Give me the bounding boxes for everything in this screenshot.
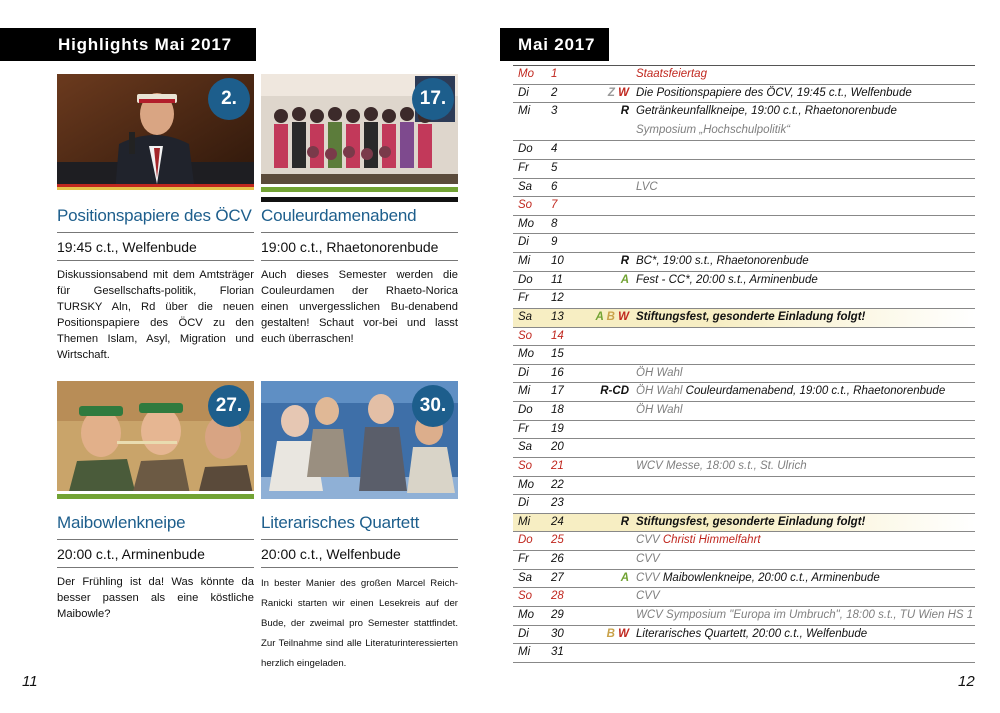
day-number: 15 [551, 348, 564, 361]
event-time: 20:00 c.t., Arminenbude [57, 539, 254, 568]
day-badge: 2. [208, 78, 250, 120]
event-entry [636, 404, 682, 416]
event-text: Die Positionspapiere des ÖCV, 19:45 c.t., Welfenbude [636, 86, 912, 99]
event-entry [636, 68, 707, 80]
weekday-label: Mo [518, 478, 534, 491]
event-entry [636, 590, 660, 602]
day-number: 20 [551, 441, 564, 454]
weekday-label: Fr [518, 553, 529, 565]
event-text: Stiftungsfest, gesonderte Einladung folgt! [636, 515, 866, 528]
event-text: BC*, 19:00 s.t., Rhaetonorenbude [636, 255, 809, 267]
event-text: ÖH Wahl [636, 366, 683, 379]
event-entry [636, 572, 880, 584]
calendar-row [513, 588, 975, 607]
event-photo-tv-studio [261, 381, 458, 499]
day-number: 2 [551, 86, 558, 99]
day-number: 31 [551, 646, 564, 659]
calendar-row [513, 607, 975, 626]
event-time: 20:00 c.t., Welfenbude [261, 539, 458, 568]
day-number: 25 [551, 534, 564, 547]
calendar-header-band [500, 28, 609, 61]
weekday-label: Mi [518, 515, 531, 528]
event-text: Literarisches Quartett, 20:00 c.t., Welfenbude [636, 627, 868, 640]
day-number: 8 [551, 217, 558, 230]
day-number: 27 [551, 571, 564, 584]
day-number: 28 [551, 590, 564, 603]
day-number: 9 [551, 236, 558, 249]
calendar-header: Mai 2017 [518, 35, 596, 54]
weekday-label: So [518, 199, 533, 212]
day-number: 23 [551, 497, 564, 510]
event-text: Staatsfeiertag [636, 68, 707, 80]
calendar-row [513, 532, 975, 551]
day-number: 4 [551, 143, 558, 156]
calendar-row [513, 328, 975, 347]
event-entry [636, 87, 912, 99]
weekday-label: Di [518, 627, 529, 640]
weekday-label: Mo [518, 348, 534, 361]
event-card-couleurdamenabend [261, 74, 458, 347]
weekday-label: Mo [518, 217, 534, 230]
weekday-label: Fr [518, 292, 529, 305]
day-number: 12 [551, 292, 564, 305]
day-number: 6 [551, 180, 558, 193]
fraternity-tags [575, 516, 629, 528]
calendar-row [513, 570, 975, 589]
weekday-label: Mo [518, 68, 534, 80]
weekday-label: Mi [518, 255, 531, 267]
weekday-label: Mi [518, 646, 531, 659]
color-stripe-white [57, 190, 254, 192]
event-description: Der Frühling ist da! Was könnte da besser passen als eine köstliche Maibowle? [57, 576, 254, 620]
day-badge: 27. [208, 385, 250, 427]
fraternity-tags [575, 274, 629, 286]
calendar-row [513, 272, 975, 291]
weekday-label: Fr [518, 422, 529, 435]
calendar-row [513, 383, 975, 402]
fraternity-tag: R-CD [600, 385, 629, 398]
event-card-maibowlenkneipe [57, 381, 254, 622]
event-text: CVV [636, 590, 660, 603]
fraternity-tag: W [618, 310, 629, 323]
event-description: Diskussionsabend mit dem Amtsträger für Gesellschafts-politik, Florian TURSKY Aln, Rd über die neuen Positionspapiere des ÖCV zu den Themen Islam, Asyl, Migration und Wirtschaft. [57, 269, 254, 361]
weekday-label: So [518, 329, 533, 342]
event-text: Symposium „Hochschulpolitik“ [636, 124, 791, 137]
event-photo-speaker [57, 74, 254, 192]
weekday-label: Di [518, 236, 529, 249]
calendar-row [513, 103, 975, 141]
event-entry [636, 274, 818, 286]
day-number: 3 [551, 105, 558, 118]
event-text: Stiftungsfest, gesonderte Einladung folgt! [636, 310, 866, 323]
calendar-row [513, 402, 975, 421]
day-number: 29 [551, 608, 564, 621]
event-text: CVV [636, 534, 663, 547]
page-number-right: 12 [958, 673, 975, 690]
day-number: 22 [551, 478, 564, 491]
event-photo-group [261, 74, 458, 192]
event-text: Fest - CC*, 20:00 s.t., Arminenbude [636, 273, 818, 286]
fraternity-tag: B [606, 310, 615, 323]
weekday-label: Fr [518, 161, 529, 174]
calendar-row [513, 290, 975, 309]
weekday-label: Sa [518, 180, 533, 193]
weekday-label: Mi [518, 105, 531, 118]
event-text: Getränkeunfallkneipe, 19:00 c.t., Rhaetonorenbude [636, 105, 897, 118]
event-entry [636, 534, 761, 546]
calendar-row [513, 85, 975, 104]
day-number: 26 [551, 553, 564, 565]
event-time: 19:45 c.t., Welfenbude [57, 232, 254, 261]
event-text: CVV [636, 571, 663, 584]
weekday-label: Do [518, 404, 533, 416]
weekday-label: Do [518, 534, 533, 547]
highlights-header-band [0, 28, 256, 61]
calendar-row [513, 421, 975, 440]
event-time: 19:00 c.t., Rhaetonorenbude [261, 232, 458, 261]
calendar-row [513, 626, 975, 645]
fraternity-tag: A [620, 571, 629, 584]
day-number: 30 [551, 627, 564, 640]
calendar-table [513, 65, 975, 663]
event-entry [636, 385, 945, 397]
calendar-row [513, 160, 975, 179]
day-number: 16 [551, 366, 564, 379]
fraternity-tag: B [606, 627, 615, 640]
fraternity-tags [575, 385, 629, 397]
fraternity-tags [575, 311, 629, 323]
event-text: Christi Himmelfahrt [662, 534, 761, 547]
day-badge: 30. [412, 385, 454, 427]
day-number: 17 [551, 385, 564, 398]
day-number: 7 [551, 199, 558, 212]
fraternity-tag: A [595, 310, 604, 323]
event-title: Maibowlenkneipe [57, 513, 186, 532]
event-text: WCV Symposium "Europa im Umbruch", 18:00 s.t., TU Wien HS 1 [636, 608, 974, 621]
day-badge: 17. [412, 78, 454, 120]
event-entry-second-line [636, 124, 790, 136]
fraternity-tags [575, 572, 629, 584]
day-number: 1 [551, 68, 558, 80]
weekday-label: Do [518, 273, 533, 286]
day-number: 10 [551, 255, 564, 267]
weekday-label: Sa [518, 441, 533, 454]
event-entry [636, 460, 807, 472]
calendar-row [513, 234, 975, 253]
event-entry [636, 181, 658, 193]
event-card-literarisches-quartett [261, 381, 458, 674]
day-number: 11 [551, 273, 563, 286]
calendar-row [513, 179, 975, 198]
event-entry [636, 609, 973, 621]
event-description: Auch dieses Semester werden die Couleurdamen der Rhaeto-Norica einen unvergesslichen Bu-denabend gestalten! Schaut vor-bei und lasst euch überraschen! [261, 269, 458, 345]
event-text: LVC [636, 180, 658, 193]
weekday-label: Do [518, 143, 533, 156]
page-number-left: 11 [22, 673, 38, 690]
weekday-label: Di [518, 366, 529, 379]
event-entry [636, 311, 865, 323]
event-text: Maibowlenkneipe, 20:00 c.t., Arminenbude [662, 571, 880, 584]
fraternity-tag: R [620, 255, 629, 267]
fraternity-tags [575, 255, 629, 267]
weekday-label: Di [518, 497, 529, 510]
event-text: ÖH Wahl [636, 385, 686, 398]
fraternity-tag: W [618, 627, 629, 640]
calendar-row [513, 495, 975, 514]
event-text: CVV [636, 553, 660, 565]
day-number: 14 [551, 329, 564, 342]
calendar-row [513, 365, 975, 384]
calendar-row [513, 197, 975, 216]
calendar-row [513, 216, 975, 235]
fraternity-tag: Z [607, 86, 615, 99]
weekday-label: So [518, 590, 533, 603]
fraternity-tag: A [620, 273, 629, 286]
event-title: Literarisches Quartett [261, 513, 420, 532]
calendar-row [513, 458, 975, 477]
color-stripe-black [261, 197, 458, 202]
event-text: Couleurdamenabend, 19:00 c.t., Rhaetonorenbude [685, 385, 946, 398]
calendar-row [513, 551, 975, 570]
fraternity-tag: R [620, 105, 629, 118]
highlights-header: Highlights Mai 2017 [58, 35, 232, 54]
calendar-row [513, 309, 975, 328]
calendar-row [513, 66, 975, 85]
calendar-row [513, 253, 975, 272]
calendar-row [513, 346, 975, 365]
fraternity-tag: W [618, 86, 629, 99]
event-entry [636, 105, 897, 117]
event-entry [636, 628, 867, 640]
event-entry [636, 255, 809, 267]
fraternity-tags [575, 628, 629, 640]
weekday-label: Sa [518, 571, 533, 584]
day-number: 24 [551, 515, 564, 528]
day-number: 5 [551, 161, 558, 174]
weekday-label: Mi [518, 385, 531, 398]
day-number: 19 [551, 422, 564, 435]
fraternity-tag: R [620, 515, 629, 528]
event-entry [636, 516, 865, 528]
calendar-row [513, 477, 975, 496]
fraternity-tags [575, 105, 629, 117]
event-entry [636, 367, 682, 379]
weekday-label: Sa [518, 310, 533, 323]
event-photo-painting [57, 381, 254, 499]
weekday-label: Di [518, 86, 529, 99]
color-stripe-green [261, 187, 458, 192]
event-description: In bester Manier des großen Marcel Reich-Ranicki starten wir einen Lesekreis auf der Bude, der zweimal pro Semester stattfindet. Zur Teilnahme sind alle Literaturinteressierten herzlich eingeladen. [261, 578, 458, 669]
day-number: 13 [551, 310, 564, 323]
weekday-label: So [518, 459, 533, 472]
calendar-row [513, 644, 975, 663]
day-number: 18 [551, 404, 564, 416]
fraternity-tags [575, 87, 629, 99]
calendar-row [513, 439, 975, 458]
event-entry [636, 553, 660, 565]
event-text: ÖH Wahl [636, 404, 683, 416]
calendar-row [513, 141, 975, 160]
color-stripe-green [57, 494, 254, 499]
event-card-positionspapiere [57, 74, 254, 363]
day-number: 21 [551, 459, 564, 472]
event-title: Positionspapiere des ÖCV [57, 206, 252, 225]
event-title: Couleurdamenabend [261, 206, 417, 225]
event-text: WCV Messe, 18:00 s.t., St. Ulrich [636, 459, 807, 472]
calendar-row [513, 514, 975, 533]
weekday-label: Mo [518, 608, 534, 621]
